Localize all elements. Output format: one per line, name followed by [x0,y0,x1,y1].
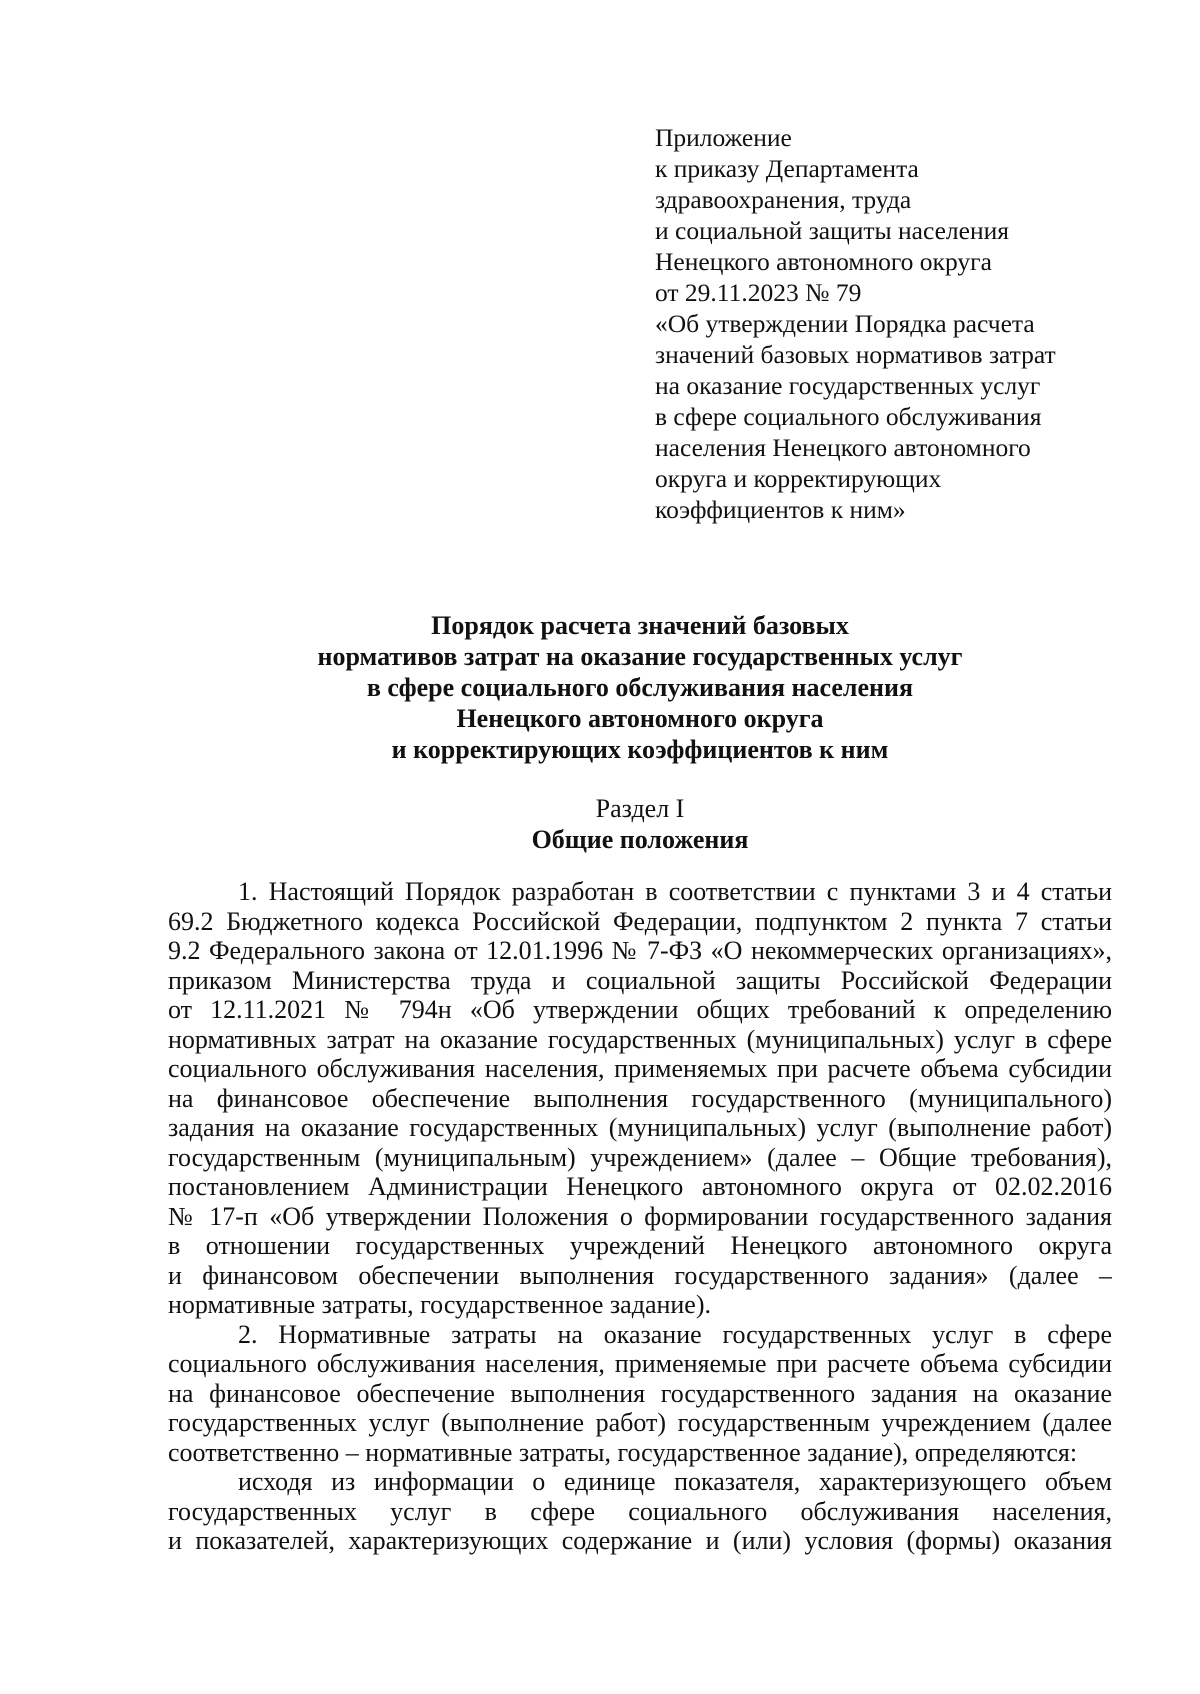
paragraph-2-line: 2. Нормативные затраты на оказание государственных услуг в сфере [238,1319,1112,1349]
paragraph-1-line: нормативных затрат на оказание государственных (муниципальных) услуг в сфере [168,1024,1112,1054]
attachment-line: в сфере социального обслуживания [655,402,1042,431]
attachment-line: «Об утверждении Порядка расчета [655,309,1035,338]
body-text [168,877,1112,1556]
attachment-block [655,122,1115,525]
title-line: нормативов затрат на оказание государственных услуг [317,642,963,671]
title-line: в сфере социального обслуживания населения [366,673,914,702]
paragraph-1-line: 9.2 Федерального закона от 12.01.1996 № 7-ФЗ «О некоммерческих организациях», [168,936,1112,965]
paragraph-1-line: нормативные затраты, государственное задание). [168,1290,712,1319]
attachment-line: Ненецкого автономного округа [655,247,992,276]
attachment-line: и социальной защиты населения [655,216,1009,245]
paragraph-2-line: соответственно – нормативные затраты, государственное задание), определяются: [168,1437,1078,1467]
paragraph-3-line: государственных услуг в сфере социального обслуживания населения, [168,1496,1112,1526]
paragraph-1-line: 69.2 Бюджетного кодекса Российской Федерации, подпунктом 2 пункта 7 статьи [168,906,1112,936]
section-header [200,793,1080,855]
paragraph-1-line: государственным (муниципальным) учреждением» (далее – Общие требования), [168,1142,1112,1172]
paragraph-1-line: постановлением Администрации Ненецкого автономного округа от 02.02.2016 [168,1172,1112,1201]
attachment-line: здравоохранения, труда [655,185,912,214]
paragraph-2-line: государственных услуг (выполнение работ) государственным учреждением (далее [168,1408,1112,1437]
section-label: Раздел I [595,794,685,823]
paragraph-1-line: в отношении государственных учреждений Ненецкого автономного округа [168,1231,1112,1260]
title-line: и корректирующих коэффициентов к ним [391,735,889,764]
paragraph-2-line: на финансовое обеспечение выполнения государственного задания на оказание [168,1378,1112,1408]
paragraph-3-line: и показателей, характеризующих содержание и (или) условия (формы) оказания [168,1526,1112,1555]
attachment-line: Приложение [655,123,792,152]
attachment-line: к приказу Департамента [655,154,919,183]
attachment-line: коэффициентов к ним» [655,495,906,524]
attachment-line: округа и корректирующих [655,464,942,493]
attachment-line: на оказание государственных услуг [655,371,1041,400]
attachment-line: населения Ненецкого автономного [655,433,1031,462]
paragraph-2-line: социального обслуживания населения, применяемые при расчете объема субсидии [168,1349,1112,1378]
title-line: Порядок расчета значений базовых [431,611,849,640]
paragraph-1-line: № 17-п «Об утверждении Положения о формировании государственного задания [168,1201,1112,1231]
paragraph-3-line: исходя из информации о единице показателя, характеризующего объем [238,1467,1112,1496]
paragraph-1-line: от 12.11.2021 № 794н «Об утверждении общих требований к определению [168,995,1112,1024]
paragraph-1-line: и финансовом обеспечении выполнения государственного задания» (далее – [168,1260,1112,1290]
title-line: Ненецкого автономного округа [456,704,824,733]
attachment-line: значений базовых нормативов затрат [655,340,1056,369]
paragraph-1-line: задания на оказание государственных (муниципальных) услуг (выполнение работ) [168,1113,1112,1142]
paragraph-1-line: 1. Настоящий Порядок разработан в соответствии с пунктами 3 и 4 статьи [238,877,1112,906]
paragraph-1-line: социального обслуживания населения, применяемых при расчете объема субсидии [168,1054,1112,1083]
attachment-line: от 29.11.2023 № 79 [655,278,862,307]
document-title [200,610,1080,765]
paragraph-1-line: приказом Министерства труда и социальной защиты Российской Федерации [168,965,1112,995]
section-heading: Общие положения [531,825,749,854]
paragraph-1-line: на финансовое обеспечение выполнения государственного (муниципального) [168,1083,1112,1113]
